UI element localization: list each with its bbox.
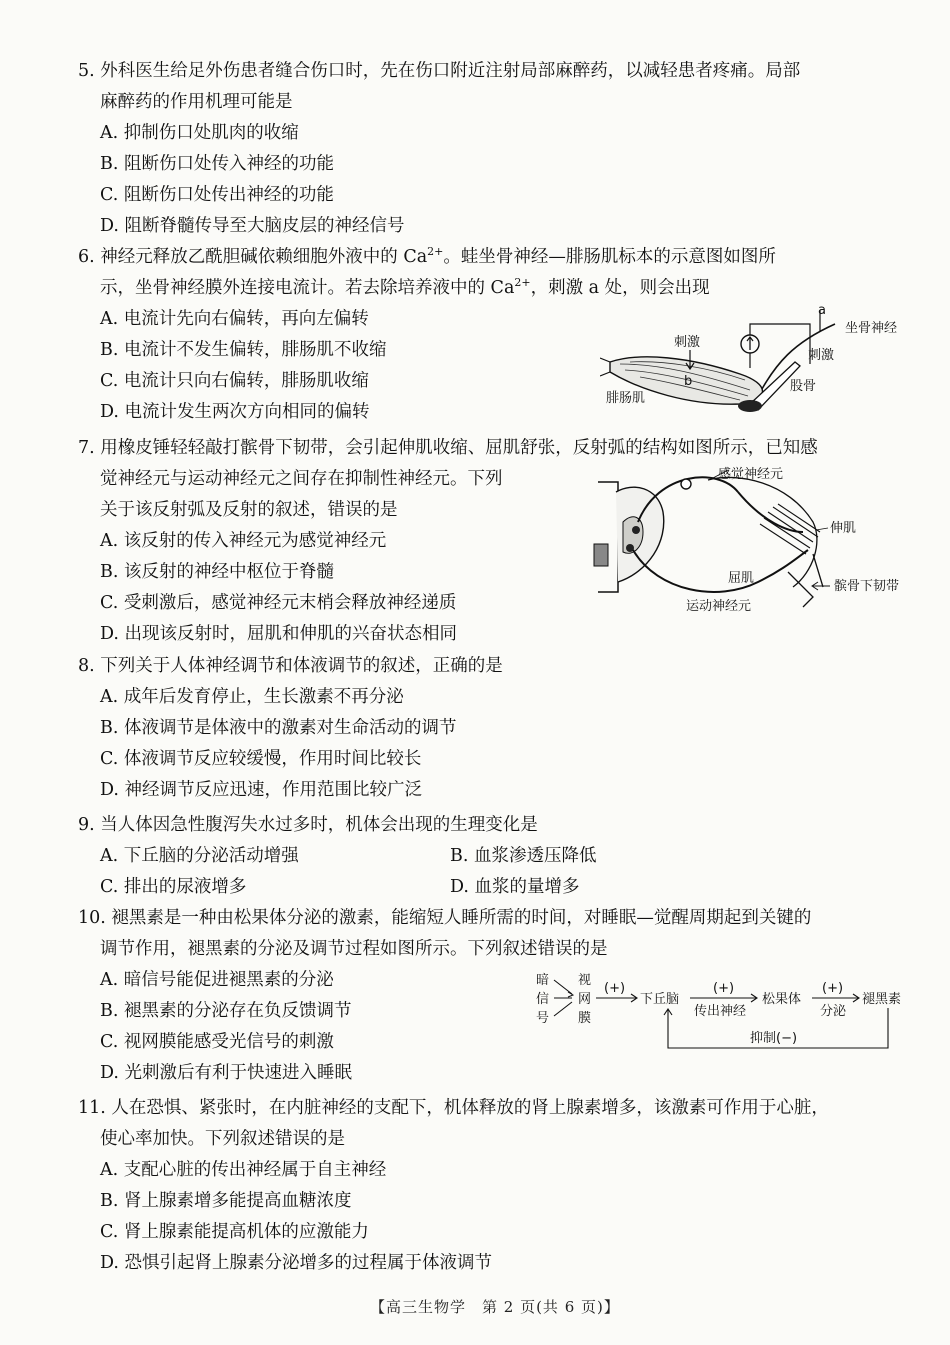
q5-option-b: B. 阻断伤口处传入神经的功能 — [100, 154, 334, 174]
q7-fig-flexor: 屈肌 — [728, 571, 755, 586]
q10-option-a: A. 暗信号能促进褪黑素的分泌 — [100, 970, 334, 990]
q10-line1: 10. 褪黑素是一种由松果体分泌的激素，能缩短人睡所需的时间，对睡眠—觉醒周期起到关键的 — [78, 908, 812, 928]
q7-fig-sensory: 感觉神经元 — [718, 467, 784, 482]
q7-line3: 关于该反射弧及反射的叙述，错误的是 — [100, 500, 398, 520]
q6-option-b: B. 电流计不发生偏转，腓肠肌不收缩 — [100, 340, 387, 360]
q8-line1: 8. 下列关于人体神经调节和体液调节的叙述，正确的是 — [78, 656, 503, 676]
q6-fig-muscle: 腓肠肌 — [606, 391, 646, 406]
q10-fig-plus-2: (+) — [713, 981, 735, 996]
q10-fig-plus-1: (+) — [604, 981, 626, 996]
q10-figure — [528, 968, 928, 1058]
q10-line2: 调节作用，褪黑素的分泌及调节过程如图所示。下列叙述错误的是 — [100, 939, 608, 959]
page-footer: 【高三生物学 第 2 页(共 6 页)】 — [370, 1298, 620, 1316]
q6-fig-label-b: b — [684, 374, 693, 389]
q10-fig-pineal: 松果体 — [762, 992, 802, 1007]
q11-option-b: B. 肾上腺素增多能提高血糖浓度 — [100, 1191, 352, 1211]
q8-option-a: A. 成年后发育停止，生长激素不再分泌 — [100, 687, 404, 707]
q6-option-c: C. 电流计只向右偏转，腓肠肌收缩 — [100, 371, 369, 391]
q6-fig-femur: 股骨 — [790, 379, 817, 394]
q6-figure — [600, 302, 920, 422]
q6-fig-stim-1: 刺激 — [674, 335, 701, 350]
q6-option-d: D. 电流计发生两次方向相同的偏转 — [100, 402, 370, 422]
q7-line1: 7. 用橡皮锤轻轻敲打髌骨下韧带，会引起伸肌收缩、屈肌舒张，反射弧的结构如图所示，已知感 — [78, 438, 818, 458]
q6-line2: 示，坐骨神经膜外连接电流计。若去除培养液中的 $Ca^{2+}$，刺激 a 处，则会出现 — [100, 276, 710, 298]
q10-fig-secrete: 分泌 — [820, 1004, 847, 1019]
q10-option-b: B. 褪黑素的分泌存在负反馈调节 — [100, 1001, 352, 1021]
q7-option-c: C. 受刺激后，感觉神经元末梢会释放神经递质 — [100, 593, 457, 613]
q11-line2: 使心率加快。下列叙述错误的是 — [100, 1129, 345, 1149]
q7-option-a: A. 该反射的传入神经元为感觉神经元 — [100, 531, 387, 551]
q7-fig-ligament: 髌骨下韧带 — [834, 579, 900, 594]
q10-fig-retina-1: 视 — [578, 973, 592, 988]
q9-option-b: B. 血浆渗透压降低 — [450, 846, 597, 866]
q10-fig-retina-3: 膜 — [578, 1011, 592, 1026]
q11-option-d: D. 恐惧引起肾上腺素分泌增多的过程属于体液调节 — [100, 1253, 493, 1273]
q7-figure — [588, 462, 923, 622]
q11-line1: 11. 人在恐惧、紧张时，在内脏神经的支配下，机体释放的肾上腺素增多，该激素可作用于心脏， — [78, 1098, 829, 1118]
q8-option-c: C. 体液调节反应较缓慢，作用时间比较长 — [100, 749, 422, 769]
q9-option-d: D. 血浆的量增多 — [450, 877, 580, 897]
q9-line1: 9. 当人体因急性腹泻失水过多时，机体会出现的生理变化是 — [78, 815, 538, 835]
q10-fig-dark-1: 暗 — [536, 973, 550, 988]
q5-option-c: C. 阻断伤口处传出神经的功能 — [100, 185, 334, 205]
q9-option-c: C. 排出的尿液增多 — [100, 877, 247, 897]
q8-option-b: B. 体液调节是体液中的激素对生命活动的调节 — [100, 718, 457, 738]
q10-fig-plus-3: (+) — [822, 981, 844, 996]
q10-fig-melatonin: 褪黑素 — [862, 992, 902, 1007]
q7-fig-extensor: 伸肌 — [830, 521, 857, 536]
q9-option-a: A. 下丘脑的分泌活动增强 — [100, 846, 299, 866]
q10-fig-inhibit: 抑制(−) — [750, 1031, 798, 1046]
q6-fig-stim-2: 刺激 — [808, 348, 835, 363]
q10-option-d: D. 光刺激后有利于快速进入睡眠 — [100, 1063, 353, 1083]
q6-option-a: A. 电流计先向右偏转，再向左偏转 — [100, 309, 369, 329]
q10-fig-dark-3: 号 — [536, 1011, 550, 1026]
q11-option-a: A. 支配心脏的传出神经属于自主神经 — [100, 1160, 387, 1180]
q5-option-d: D. 阻断脊髓传导至大脑皮层的神经信号 — [100, 216, 405, 236]
question-11 — [78, 1093, 918, 1279]
q5-line1: 5. 外科医生给足外伤患者缝合伤口时，先在伤口附近注射局部麻醉药，以减轻患者疼痛。局部 — [78, 61, 801, 81]
q5-line2: 麻醉药的作用机理可能是 — [100, 92, 293, 112]
question-5 — [78, 56, 918, 242]
q6-line1: 6. 神经元释放乙酰胆碱依赖细胞外液中的 $Ca^{2+}$。蛙坐骨神经—腓肠肌标本的示意图如图所 — [78, 245, 776, 267]
q5-option-a: A. 抑制伤口处肌肉的收缩 — [100, 123, 299, 143]
q7-line2: 觉神经元与运动神经元之间存在抑制性神经元。下列 — [100, 469, 503, 489]
q10-fig-retina-2: 网 — [578, 992, 592, 1007]
q10-option-c: C. 视网膜能感受光信号的刺激 — [100, 1032, 334, 1052]
question-9 — [78, 810, 918, 903]
question-8 — [78, 651, 918, 806]
q8-option-d: D. 神经调节反应迅速，作用范围比较广泛 — [100, 780, 423, 800]
q6-fig-sciatic: 坐骨神经 — [845, 321, 898, 336]
q10-fig-hypothalamus: 下丘脑 — [640, 992, 680, 1007]
q7-fig-motor: 运动神经元 — [686, 599, 752, 614]
q6-fig-label-a: a — [818, 303, 826, 318]
q10-fig-dark-2: 信 — [536, 992, 550, 1007]
q11-option-c: C. 肾上腺素能提高机体的应激能力 — [100, 1222, 369, 1242]
q7-option-d: D. 出现该反射时，屈肌和伸肌的兴奋状态相同 — [100, 624, 458, 644]
q10-fig-efferent: 传出神经 — [694, 1004, 747, 1019]
q7-option-b: B. 该反射的神经中枢位于脊髓 — [100, 562, 334, 582]
